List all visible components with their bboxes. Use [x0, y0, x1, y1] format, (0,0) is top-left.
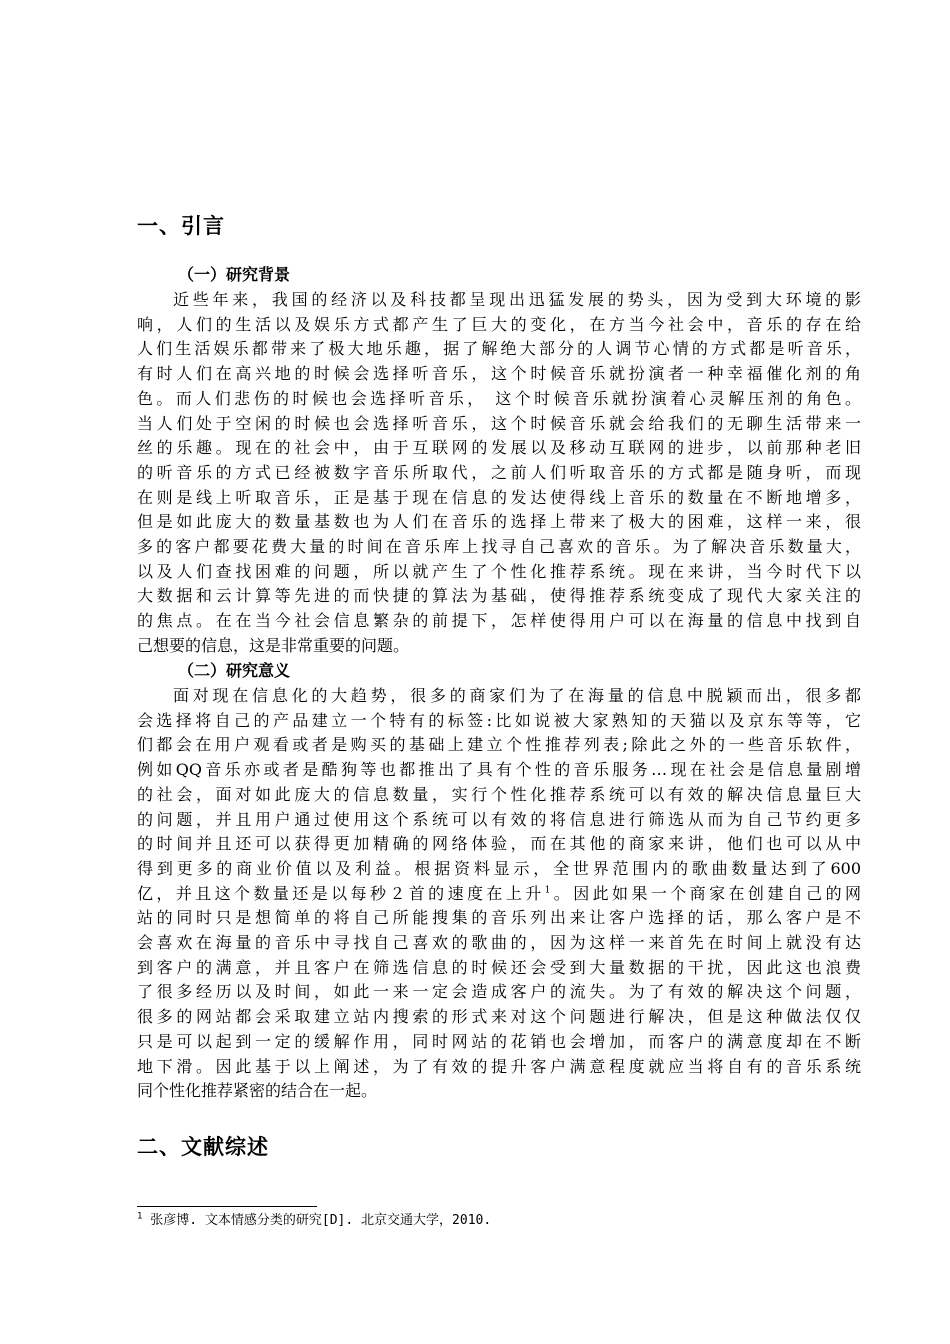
- text-line: 会选择将自己的产品建立一个特有的标签:比如说被大家熟知的天猫以及京东等等，它: [137, 710, 861, 730]
- paragraph-significance: [137, 684, 861, 1104]
- paragraph-background: [137, 288, 861, 659]
- text-line: 近些年来，我国的经济以及科技都呈现出迅猛发展的势头，因为受到大环境的影: [173, 290, 861, 309]
- text-line: 人们生活娱乐都带来了极大地乐趣，据了解绝大部分的人调节心情的方式都是听音乐，: [137, 339, 861, 359]
- text-line: 己想要的信息，这是非常重要的问题。: [137, 635, 410, 655]
- footnote-text: 张彦博. 文本情感分类的研究[D]. 北京交通大学，2010.: [142, 1213, 492, 1228]
- text-line: 例如QQ音乐亦或者是酷狗等也都推出了具有个性的音乐服务…现在社会是信息量剧增: [137, 760, 861, 780]
- footnote-mark: 1: [137, 1211, 143, 1222]
- subsection-heading-background: （一）研究背景: [178, 265, 291, 284]
- text-segment: 。因此如果一个商家在创建自己的网: [550, 883, 861, 903]
- text-line: 地下滑。因此基于以上阐述，为了有效的提升客户满意程度就应当将自有的音乐系统: [137, 1056, 861, 1076]
- text-line-with-footnote: [137, 882, 861, 907]
- section-heading-literature-review: 二、文献综述: [137, 1135, 269, 1159]
- section-heading-introduction: 一、引言: [137, 214, 225, 238]
- text-line: 会喜欢在海量的音乐中寻找自己喜欢的歌曲的，因为这样一来首先在时间上就没有达: [137, 933, 861, 953]
- text-line: 们都会在用户观看或者是购买的基础上建立个性推荐列表;除此之外的一些音乐软件，: [137, 735, 861, 755]
- text-segment: 亿，并且这个数量还是以每秒２首的速度在上升: [137, 883, 545, 903]
- text-line: 很多的网站都会采取建立站内搜索的形式来对这个问题进行解决，但是这种做法仅仅: [137, 1007, 861, 1027]
- text-line: 的焦点。在在当今社会信息繁杂的前提下，怎样使得用户可以在海量的信息中找到自: [137, 611, 861, 631]
- text-line: 大数据和云计算等先进的而快捷的算法为基础，使得推荐系统变成了现代大家关注的: [137, 586, 861, 606]
- subsection-heading-significance: （二）研究意义: [178, 661, 291, 680]
- text-line: 的问题，并且用户通过使用这个系统可以有效的将信息进行筛选从而为自己节约更多: [137, 809, 861, 829]
- text-line: 的听音乐的方式已经被数字音乐所取代，之前人们听取音乐的方式都是随身听，而现: [137, 462, 861, 482]
- text-line: 只是可以起到一定的缓解作用，同时网站的花销也会增加，而客户的满意度却在不断: [137, 1031, 861, 1051]
- text-line: 但是如此庞大的数量基数也为人们在音乐的选择上带来了极大的困难，这样一来，很: [137, 512, 861, 532]
- text-line: 的时间并且还可以获得更加精确的网络体验，而在其他的商家来讲，他们也可以从中: [137, 834, 861, 854]
- text-line: 面对现在信息化的大趋势，很多的商家们为了在海量的信息中脱颖而出，很多都: [173, 686, 861, 705]
- text-line: 有时人们在高兴地的时候会选择听音乐，这个时候音乐就扮演者一种幸福催化剂的角: [137, 364, 861, 384]
- text-line: 丝的乐趣。现在的社会中，由于互联网的发展以及移动互联网的进步，以前那种老旧: [137, 438, 861, 458]
- footnote-divider: [137, 1206, 317, 1207]
- text-line: 响，人们的生活以及娱乐方式都产生了巨大的变化，在方当今社会中，音乐的存在给: [137, 314, 861, 334]
- text-line: 同个性化推荐紧密的结合在一起。: [137, 1081, 378, 1101]
- text-line: 的社会，面对如此庞大的信息数量，实行个性化推荐系统可以有效的解决信息量巨大: [137, 784, 861, 804]
- text-line: 在则是线上听取音乐，正是基于现在信息的发达使得线上音乐的数量在不断地增多，: [137, 487, 861, 507]
- text-line: 色。而人们悲伤的时候也会选择听音乐， 这个时候音乐就扮演着心灵解压剂的角色。: [137, 388, 861, 408]
- text-line: 到客户的满意，并且客户在筛选信息的时候还会受到大量数据的干扰，因此这也浪费: [137, 957, 861, 977]
- footnote: [137, 1212, 491, 1230]
- text-line: 得到更多的商业价值以及利益。根据资料显示，全世界范围内的歌曲数量达到了600: [137, 858, 861, 878]
- text-line: 多的客户都要花费大量的时间在音乐库上找寻自己喜欢的音乐。为了解决音乐数量大，: [137, 537, 861, 557]
- text-line: 以及人们查找困难的问题，所以就产生了个性化推荐系统。现在来讲，当今时代下以: [137, 561, 861, 581]
- text-line: 当人们处于空闲的时候也会选择听音乐，这个时候音乐就会给我们的无聊生活带来一: [137, 413, 861, 433]
- text-line: 站的同时只是想简单的将自己所能搜集的音乐列出来让客户选择的话，那么客户是不: [137, 908, 861, 928]
- text-line: 了很多经历以及时间，如此一来一定会造成客户的流失。为了有效的解决这个问题，: [137, 982, 861, 1002]
- footnote-reference[interactable]: 1: [544, 885, 551, 896]
